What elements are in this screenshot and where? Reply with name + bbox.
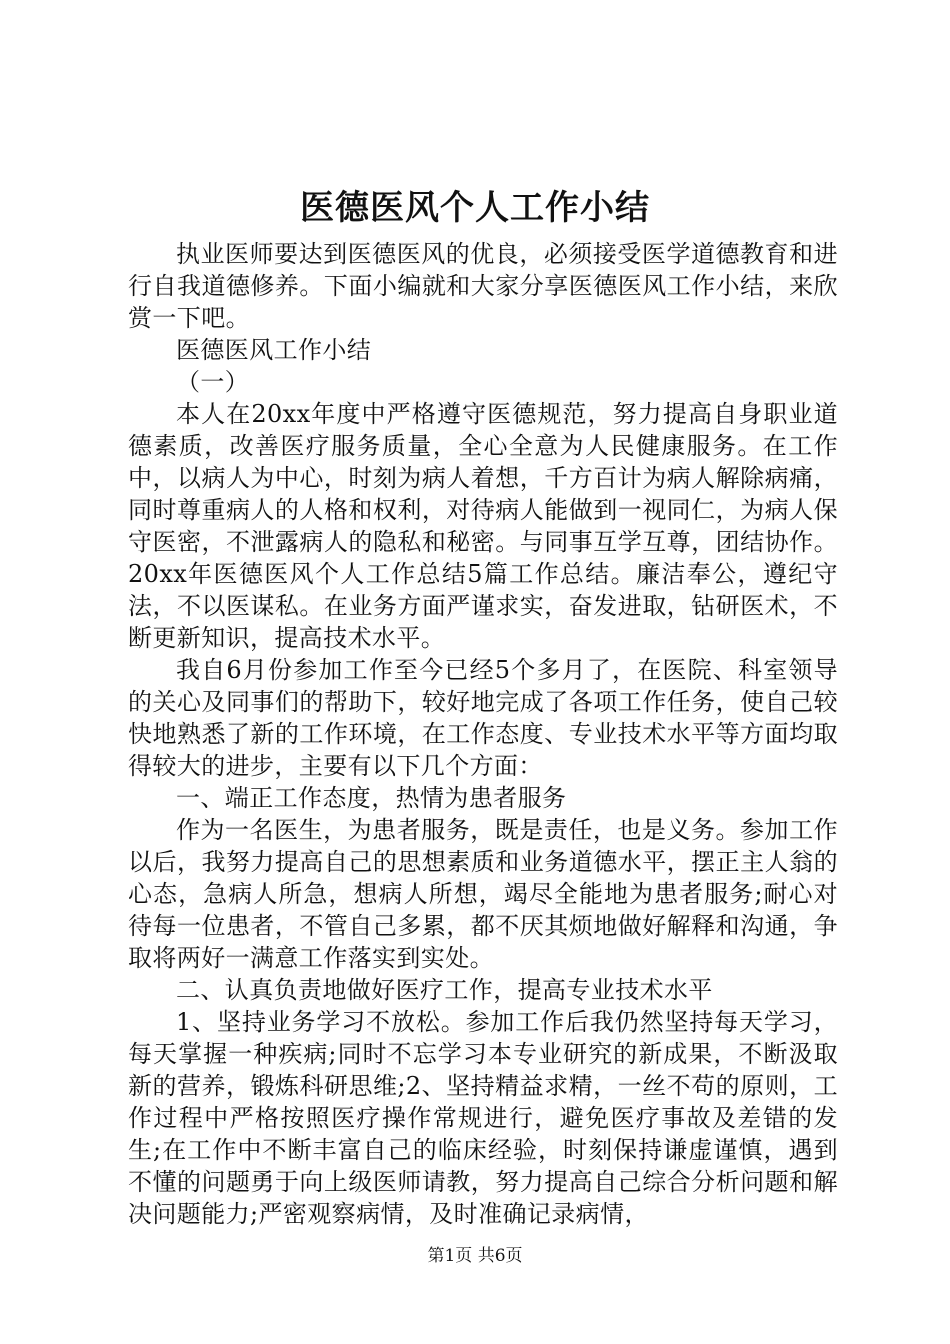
subsection-heading: 一、端正工作态度，热情为患者服务: [176, 784, 567, 812]
intro-paragraph: 执业医师要达到医德医风的优良，必须接受医学道德教育和进行自我道德修养。下面小编就和大家分享医德医风工作小结，来欣赏一下吧。: [128, 240, 838, 332]
part-number: （一）: [176, 368, 250, 396]
subsection-heading: 二、认真负责地做好医疗工作，提高专业技术水平: [176, 976, 713, 1004]
document-title: 医德医风个人工作小结: [300, 188, 650, 228]
body-paragraph: 作为一名医生，为患者服务，既是责任，也是义务。参加工作以后，我努力提高自己的思想素质和业务道德水平，摆正主人翁的心态，急病人所急，想病人所想，竭尽全能地为患者服务;耐心对待每一位患者，不管自己多累，都不厌其烦地做好解释和沟通，争取将两好一满意工作落实到实处。: [128, 816, 838, 972]
document-body: [128, 238, 838, 1230]
body-paragraph: 本人在20xx年度中严格遵守医德规范，努力提高自身职业道德素质，改善医疗服务质量，全心全意为人民健康服务。在工作中，以病人为中心，时刻为病人着想，千方百计为病人解除病痛，同时尊重病人的人格和权利，对待病人能做到一视同仁，为病人保守医密，不泄露病人的隐私和秘密。与同事互学互尊，团结协作。20xx年医德医风个人工作总结5篇工作总结。廉洁奉公，遵纪守法，不以医谋私。在业务方面严谨求实，奋发进取，钻研医术，不断更新知识，提高技术水平。: [128, 400, 838, 652]
body-paragraph: 我自6月份参加工作至今已经5个多月了，在医院、科室领导的关心及同事们的帮助下，较好地完成了各项工作任务，使自己较快地熟悉了新的工作环境，在工作态度、专业技术水平等方面均取得较大的进步，主要有以下几个方面：: [128, 656, 838, 780]
section-heading: 医德医风工作小结: [176, 336, 372, 364]
page-footer: 第1页 共6页: [427, 1246, 523, 1266]
body-paragraph: 1、坚持业务学习不放松。参加工作后我仍然坚持每天学习，每天掌握一种疾病;同时不忘学习本专业研究的新成果，不断汲取新的营养，锻炼科研思维;2、坚持精益求精，一丝不苟的原则，工作过程中严格按照医疗操作常规进行，避免医疗事故及差错的发生;在工作中不断丰富自己的临床经验，时刻保持谦虚谨慎，遇到不懂的问题勇于向上级医师请教，努力提高自己综合分析问题和解决问题能力;严密观察病情，及时准确记录病情，: [128, 1008, 838, 1228]
